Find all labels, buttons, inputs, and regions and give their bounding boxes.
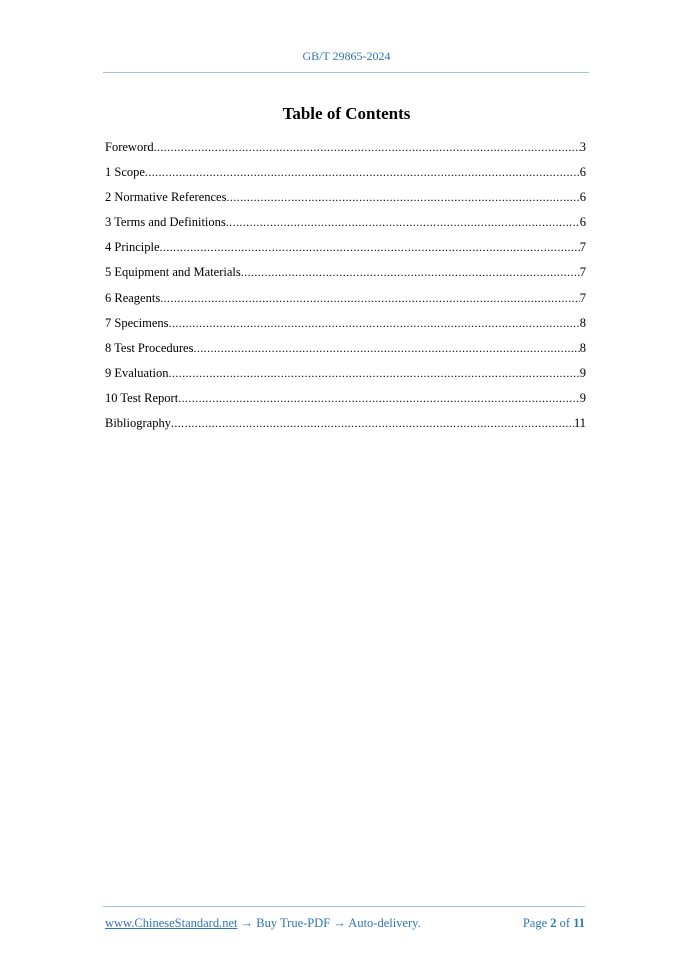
toc-entry-test-report[interactable] (105, 390, 586, 415)
toc-entry-terms-and-definitions[interactable] (105, 214, 586, 239)
page-total: 11 (573, 916, 585, 930)
toc-entry-page: 11 (573, 416, 586, 431)
toc-entry-page: 7 (579, 240, 586, 255)
toc-entry-label: 5 Equipment and Materials (105, 265, 241, 280)
toc-entry-page: 9 (579, 390, 586, 405)
header-divider (103, 72, 589, 73)
toc-entry-label: 10 Test Report (105, 390, 179, 405)
page-of: of (559, 916, 571, 930)
footer-promo-text: → Buy True-PDF → Auto-delivery. (237, 916, 421, 930)
toc-entry-equipment-and-materials[interactable] (105, 264, 586, 289)
toc-entry-label: 6 Reagents (105, 290, 161, 305)
toc-leader (193, 340, 579, 357)
footer-divider (103, 906, 585, 907)
toc-list (105, 139, 586, 440)
toc-leader (160, 239, 580, 256)
toc-leader (169, 365, 580, 382)
toc-entry-foreword[interactable] (105, 139, 586, 164)
toc-entry-evaluation[interactable] (105, 365, 586, 390)
toc-entry-scope[interactable] (105, 164, 586, 189)
toc-entry-page: 8 (579, 340, 586, 355)
page-current: 2 (550, 916, 557, 930)
toc-entry-label: Foreword (105, 140, 154, 154)
page-header-title: GB/T 29865-2024 (302, 49, 391, 63)
toc-entry-normative-references[interactable] (105, 189, 586, 214)
page-prefix: Page (522, 916, 548, 930)
toc-leader (160, 290, 580, 307)
toc-leader (241, 264, 580, 281)
toc-entry-test-procedures[interactable] (105, 340, 586, 365)
toc-entry-label: 4 Principle (105, 240, 160, 255)
footer-promo (105, 916, 421, 931)
toc-entry-page: 6 (579, 190, 586, 205)
toc-entry-label: 8 Test Procedures (105, 340, 194, 355)
toc-entry-label: Bibliography (105, 416, 171, 431)
toc-entry-specimens[interactable] (105, 315, 586, 340)
toc-entry-page: 9 (579, 365, 586, 380)
toc-leader (178, 390, 580, 407)
toc-entry-page: 3 (579, 140, 586, 154)
toc-entry-principle[interactable] (105, 239, 586, 264)
toc-entry-label: 2 Normative References (105, 190, 227, 205)
toc-entry-page: 6 (579, 215, 586, 230)
toc-entry-page: 6 (579, 165, 586, 180)
toc-leader (169, 315, 580, 332)
toc-entry-page: 7 (579, 265, 586, 280)
toc-leader (171, 415, 574, 432)
page-number (523, 916, 585, 931)
toc-leader (226, 214, 580, 231)
toc-heading: Table of Contents (282, 104, 411, 123)
toc-entry-page: 8 (579, 315, 586, 330)
chinesestandard-link[interactable]: www.ChineseStandard.net (105, 916, 238, 930)
toc-entry-page: 7 (579, 290, 586, 305)
toc-leader (154, 139, 580, 156)
toc-entry-reagents[interactable] (105, 290, 586, 315)
toc-leader (145, 164, 580, 181)
toc-entry-label: 3 Terms and Definitions (105, 215, 226, 230)
toc-entry-label: 1 Scope (105, 165, 145, 180)
toc-entry-label: 7 Specimens (105, 315, 169, 330)
toc-leader (226, 189, 579, 206)
toc-entry-label: 9 Evaluation (105, 365, 169, 380)
toc-entry-bibliography[interactable] (105, 415, 586, 440)
